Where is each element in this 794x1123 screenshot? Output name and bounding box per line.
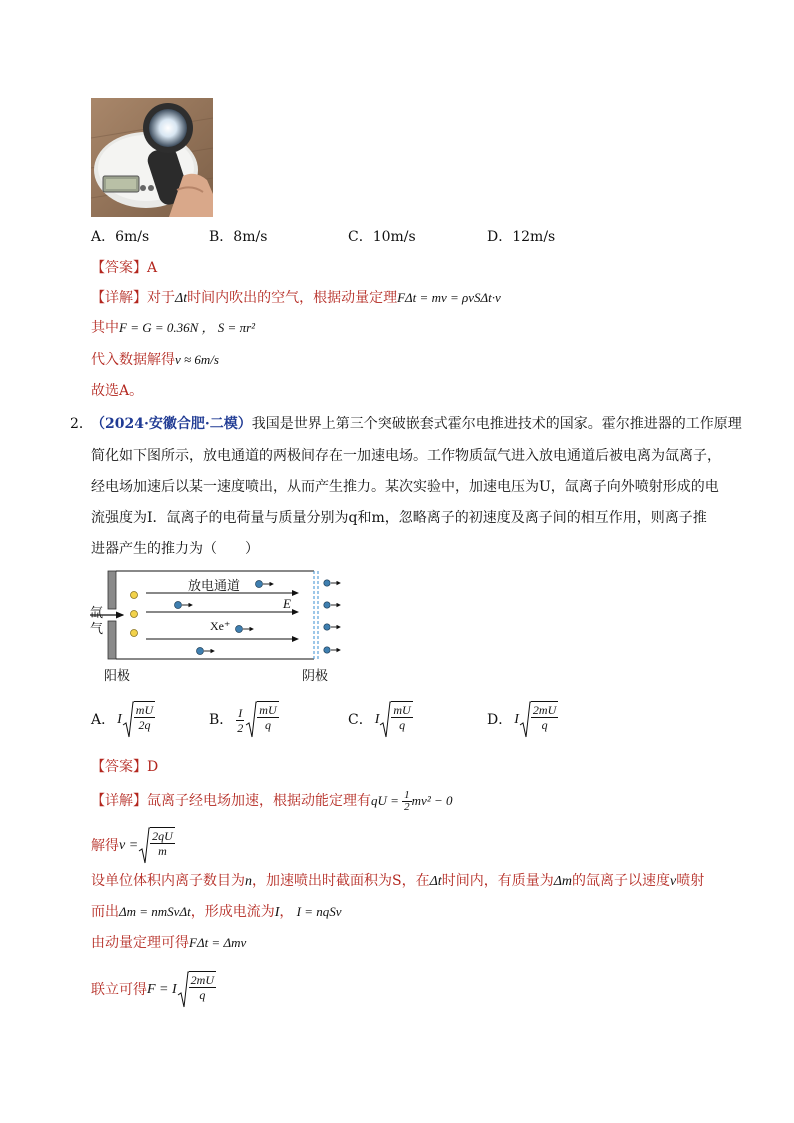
- q2-detail-text: 的氙离子以速度: [572, 873, 671, 889]
- q1-detail-line-1: [91, 288, 501, 309]
- q1-option-c: [348, 227, 416, 247]
- q2-detail-text: 设单位体积内离子数目为: [91, 873, 245, 889]
- field-label: E: [283, 596, 291, 611]
- q2-option-a: A． I $\frac{mU}{2q}$: [91, 700, 155, 740]
- anode-plate-top: [108, 571, 116, 609]
- q2-answer: [91, 757, 158, 777]
- q2-stem-line-5: 进器产生的推力为（ ）: [91, 541, 259, 557]
- q2-option-d: D． I $\frac{2mU}{q}$: [487, 700, 558, 740]
- q1-detail-text: 其中: [91, 320, 119, 336]
- q2-detail-text: 喷射: [676, 873, 705, 889]
- q2-option-a-sqrt: $\frac{mU}{2q}$: [122, 701, 155, 739]
- q1-formula-result: v ≈ 6m/s: [175, 352, 219, 367]
- q2-option-b-letter: B．: [209, 712, 234, 728]
- q1-detail-text: 对于: [147, 290, 175, 306]
- hall-thruster-diagram: [88, 568, 348, 683]
- q2-formula-energy: qU = $\frac{1}{2}$ mv² − 0: [371, 788, 453, 813]
- q1-detail-tag: 【详解】: [91, 290, 147, 306]
- q2-formula-final: F = I $\frac{2mU}{q}$: [147, 971, 216, 1009]
- q2-detail-text: 氙离子经电场加速，根据动能定理有: [147, 793, 371, 809]
- q2-option-b: B． $\frac{I}{2}$ $\frac{mU}{q}$: [209, 700, 279, 740]
- q2-option-c: C． I $\frac{mU}{q}$: [348, 700, 413, 740]
- q1-option-b-letter: B．: [209, 229, 234, 245]
- anode-label: 阳极: [104, 669, 131, 684]
- q1-option-c-value: 10m/s: [372, 229, 416, 245]
- q1-option-b-value: 8m/s: [233, 229, 268, 245]
- scale-hairdryer-photo: [91, 98, 213, 217]
- q2-detail-text: 时间内，有质量为: [441, 873, 554, 889]
- q1-formula-dt: Δt: [175, 291, 188, 306]
- q2-number: 2．: [70, 416, 93, 432]
- q2-detail-line-2: [91, 826, 175, 866]
- q2-stem-line-2: 简化如下图所示，放电通道的两极间存在一加速电场。工作物质氙气进入放电通道后被电离为氙离子，: [91, 448, 721, 464]
- q2-detail-text: 而出: [91, 904, 119, 920]
- q2-stem-line-1: [91, 414, 742, 434]
- q2-detail-text: 由动量定理可得: [91, 935, 189, 951]
- q2-answer-tag: 【答案】: [91, 759, 147, 775]
- q2-option-b-sqrt: $\frac{mU}{q}$: [245, 701, 278, 739]
- q1-detail-text: 代入数据解得: [91, 352, 175, 368]
- q2-option-d-sqrt: $\frac{2mU}{q}$: [519, 701, 558, 739]
- q1-detail-text: 时间内吹出的空气，根据动量定理: [187, 290, 398, 306]
- q1-option-d: [487, 227, 555, 247]
- q2-detail-tag: 【详解】: [91, 793, 147, 809]
- q2-detail-text: 联立可得: [91, 982, 147, 998]
- q2-detail-line-4: 而出Δm = nmSvΔt，形成电流为I， I = nqSv: [91, 904, 342, 920]
- q1-option-d-letter: D．: [487, 229, 513, 245]
- cathode-label: 阴极: [302, 669, 329, 684]
- q2-option-a-letter: A．: [91, 712, 116, 728]
- q2-detail-text: ，形成电流为: [190, 904, 275, 920]
- q2-formula-velocity: v = $\frac{2qU}{m}$: [119, 827, 175, 865]
- q2-detail-line-3: 设单位体积内离子数目为n，加速喷出时截面积为S，在Δt时间内，有质量为Δm的氙离子以速度v喷射: [91, 873, 705, 889]
- q1-option-a-value: 6m/s: [115, 229, 150, 245]
- q1-detail-line-3: [91, 350, 219, 370]
- q1-answer: [91, 258, 157, 278]
- q2-detail-line-6: [91, 970, 216, 1010]
- q1-formula-force: F = G = 0.36N ， S = πr²: [119, 320, 256, 335]
- q2-option-c-sqrt: $\frac{mU}{q}$: [379, 701, 412, 739]
- channel-label: 放电通道: [188, 579, 241, 594]
- q2-option-c-letter: C．: [348, 712, 373, 728]
- anode-plate-bottom: [108, 621, 116, 659]
- q1-detail-line-4: 故选A。: [91, 383, 144, 399]
- q2-answer-value: D: [147, 759, 159, 775]
- gas-label-2: 气: [90, 622, 104, 637]
- q2-detail-line-1: [91, 788, 453, 814]
- q1-option-a: [91, 227, 149, 247]
- q1-option-b: [209, 227, 267, 247]
- q1-answer-tag: 【答案】: [91, 260, 147, 276]
- q2-stem-text: 我国是世界上第三个突破嵌套式霍尔电推进技术的国家。霍尔推进器的工作原理: [251, 416, 742, 432]
- q2-detail-text: 解得: [91, 838, 119, 854]
- q1-formula-momentum: FΔt = mv = ρvSΔt·v: [397, 290, 501, 305]
- ion-label: Xe⁺: [210, 619, 231, 633]
- q1-option-d-value: 12m/s: [512, 229, 556, 245]
- q2-source: （2024·安徽合肥·二模）: [91, 416, 252, 432]
- gas-label-1: 氙: [90, 606, 104, 621]
- q2-stem-line-4: 流强度为I．氙离子的电荷量与质量分别为q和m，忽略离子的初速度及离子间的相互作用，则离子推: [91, 510, 707, 526]
- q2-option-d-letter: D．: [487, 712, 513, 728]
- q2-detail-text: ，加速喷出时截面积为S，在: [252, 873, 430, 889]
- q2-detail-line-5: 由动量定理可得FΔt = Δmv: [91, 935, 247, 951]
- q2-stem-line-3: 经电场加速后以某一速度喷出，从而产生推力。某次实验中，加速电压为U，氙离子向外喷射形成的电: [91, 479, 719, 495]
- q1-answer-value: A: [147, 260, 158, 276]
- q1-option-c-letter: C．: [348, 229, 373, 245]
- q2-detail-text: ，: [279, 904, 294, 920]
- q1-detail-line-2: [91, 318, 255, 338]
- q1-option-a-letter: A．: [91, 229, 116, 245]
